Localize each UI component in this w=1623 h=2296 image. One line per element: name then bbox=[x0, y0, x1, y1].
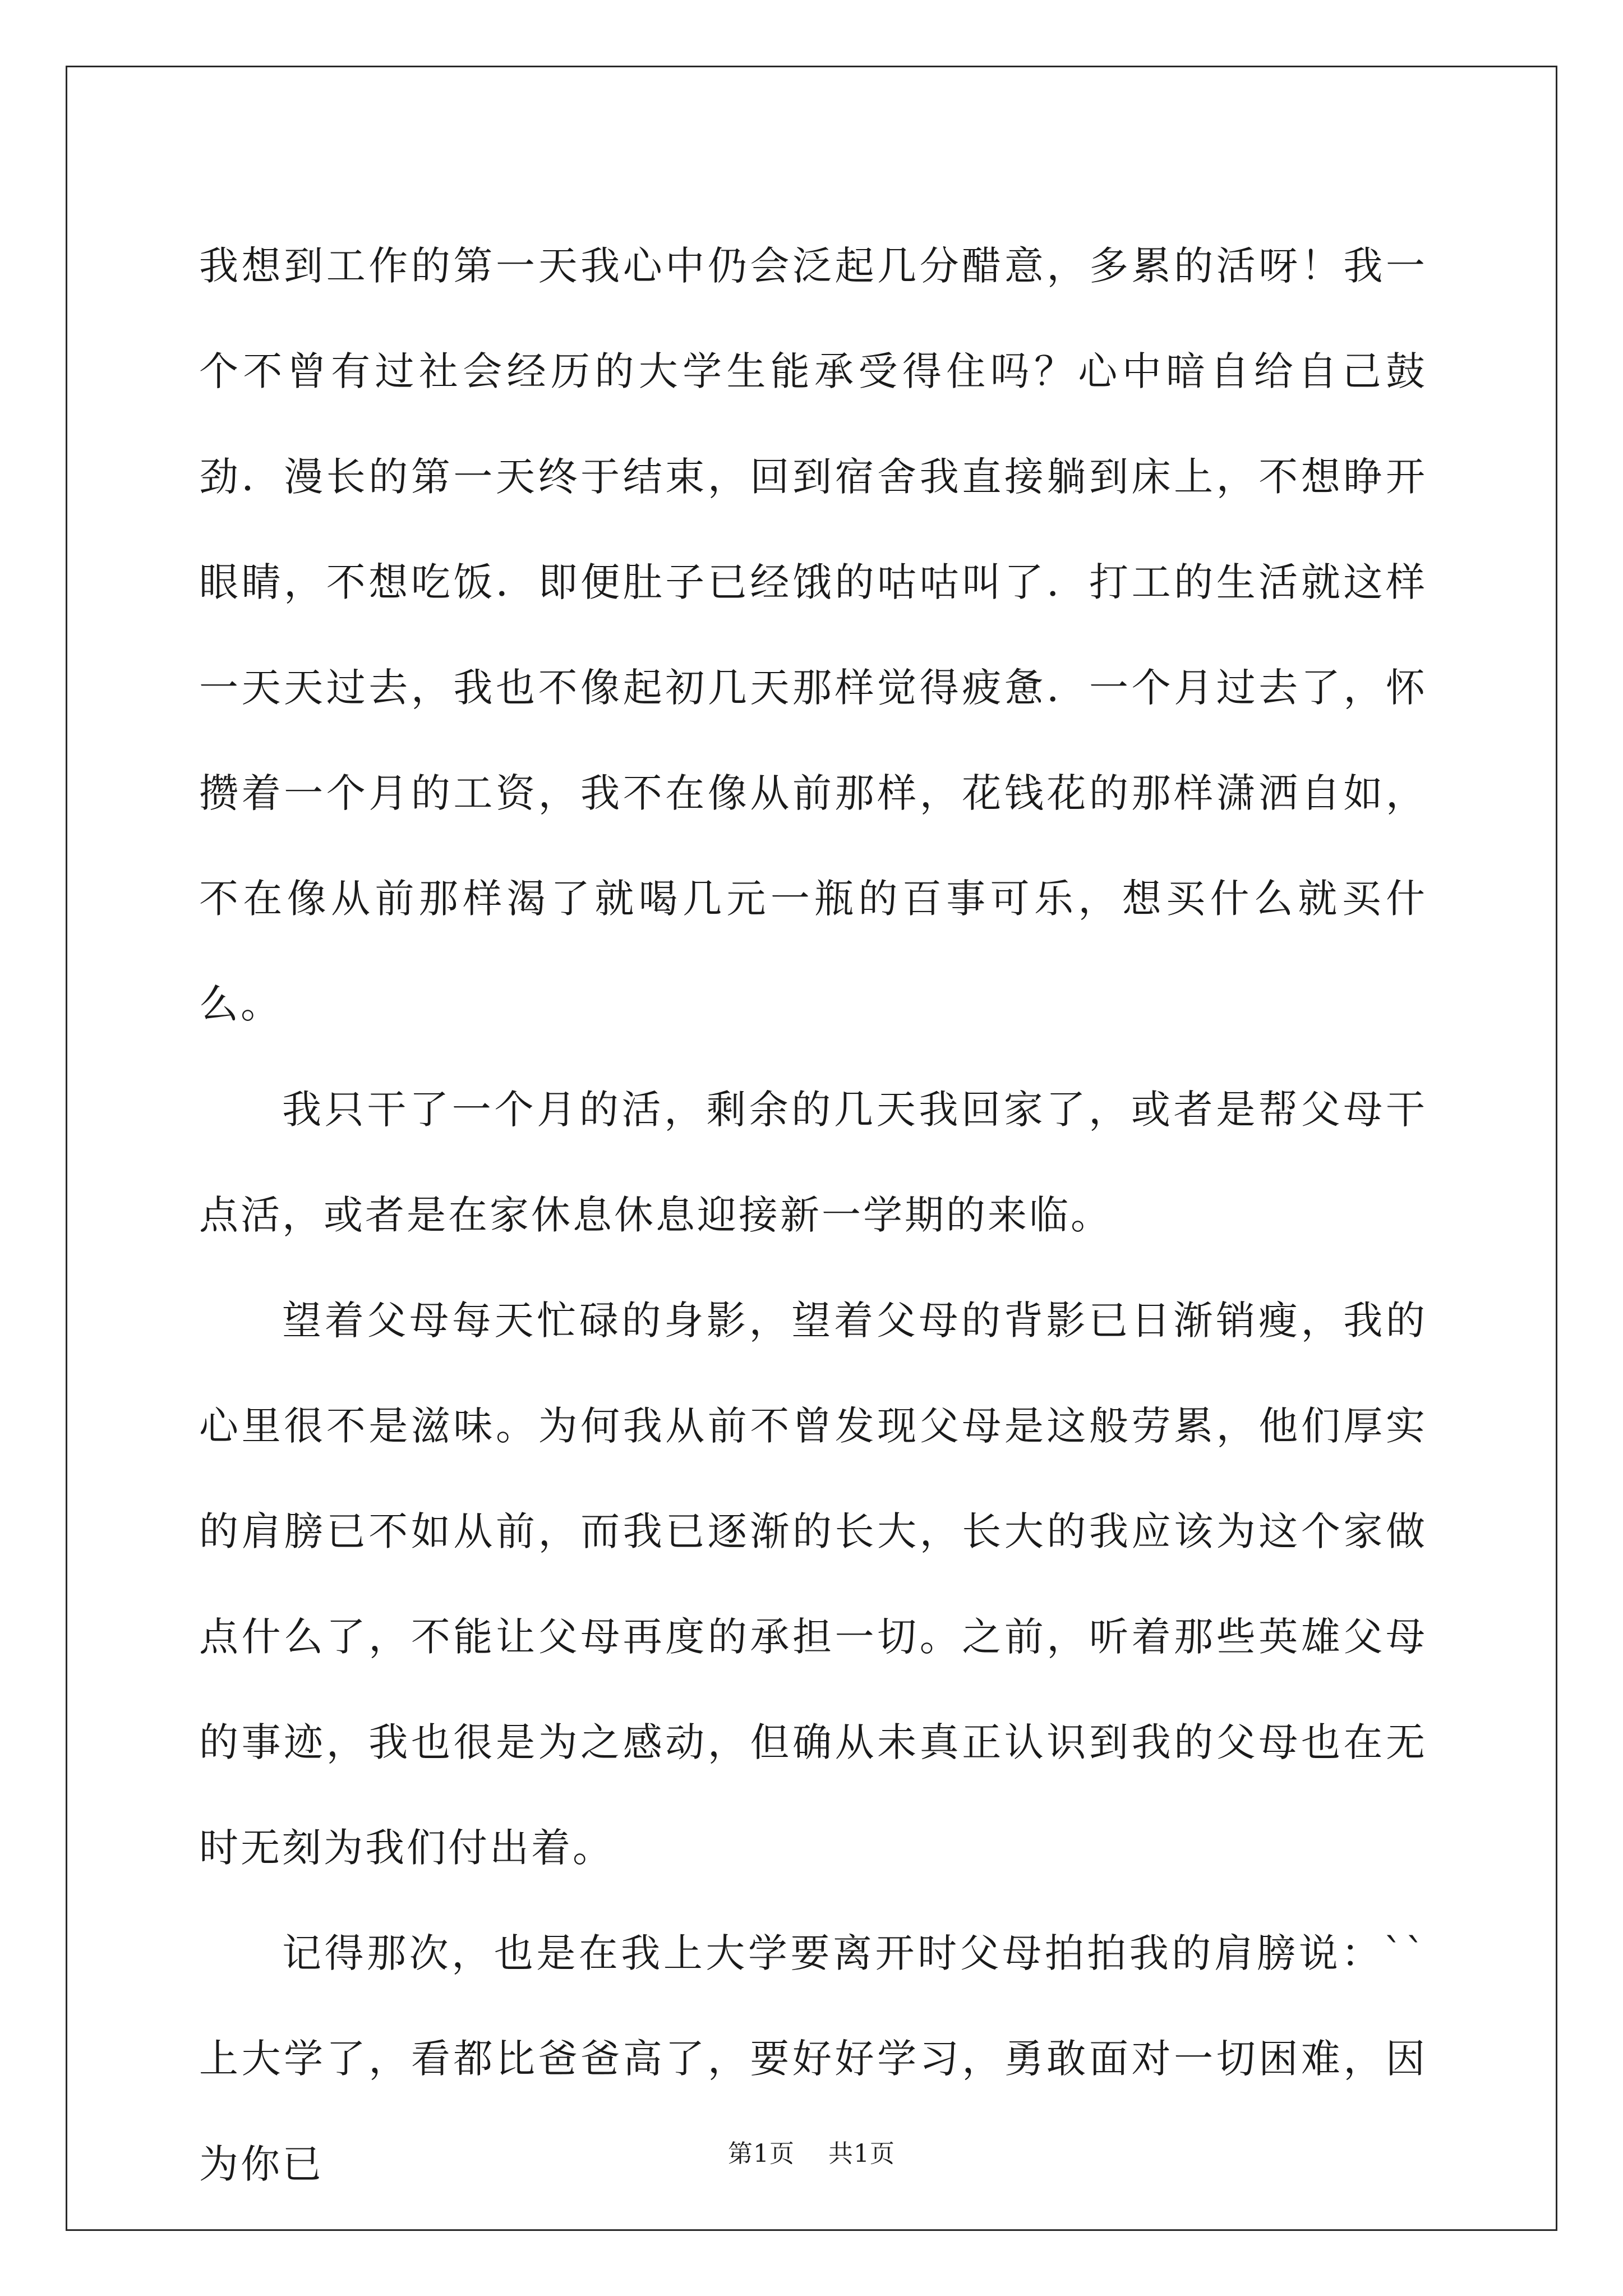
document-body bbox=[199, 213, 1427, 2217]
page-total: 共1页 bbox=[828, 2139, 895, 2168]
page-number: 第1页 bbox=[728, 2139, 795, 2168]
paragraph-4: 记得那次，也是在我上大学要离开时父母拍拍我的肩膀说：``上大学了，看都比爸爸高了，要好好学习，勇敢面对一切困难，因为你已 bbox=[199, 1930, 1427, 2187]
paragraph-1: 我想到工作的第一天我心中仍会泛起几分醋意，多累的活呀！我一个不曾有过社会经历的大学生能承受得住吗？心中暗自给自己鼓劲．漫长的第一天终于结束，回到宿舍我直接躺到床上，不想睁开眼睛，不想吃饭．即便肚子已经饿的咕咕叫了．打工的生活就这样一天天过去，我也不像起初几天那样觉得疲惫．一个月过去了，怀攒着一个月的工资，我不在像从前那样，花钱花的那样潇洒自如，不在像从前那样渴了就喝几元一瓶的百事可乐，想买什么就买什么。 bbox=[199, 243, 1427, 1027]
page-footer bbox=[0, 2137, 1623, 2171]
paragraph-3: 望着父母每天忙碌的身影，望着父母的背影已日渐销瘦，我的心里很不是滋味。为何我从前不曾发现父母是这般劳累，他们厚实的肩膀已不如从前，而我已逐渐的长大，长大的我应该为这个家做点什么了，不能让父母再度的承担一切。之前，听着那些英雄父母的事迹，我也很是为之感动，但确从未真正认识到我的父母也在无时无刻为我们付出着。 bbox=[199, 1297, 1427, 1871]
paragraph-2: 我只干了一个月的活，剩余的几天我回家了，或者是帮父母干点活，或者是在家休息休息迎接新一学期的来临。 bbox=[199, 1087, 1427, 1238]
